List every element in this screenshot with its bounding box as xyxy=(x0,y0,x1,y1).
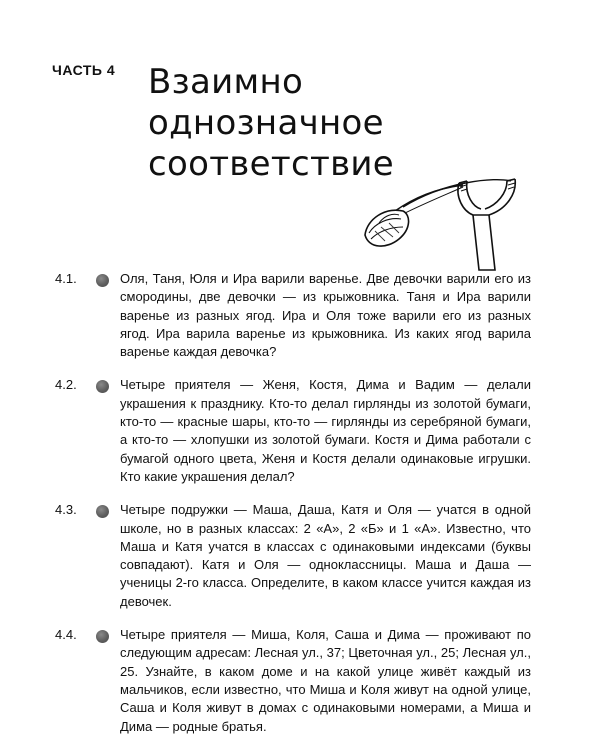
problem-number: 4.1. xyxy=(55,271,77,286)
slingshot-icon xyxy=(355,175,525,275)
problem-item xyxy=(0,376,600,486)
title-line: однозначное xyxy=(148,103,384,143)
problem-text: Четыре подружки — Маша, Даша, Катя и Оля — учатся в одной школе, но в разных классах: 2 «А», 2 «Б» и 1 «А». Известно, что Маша и Катя учатся в классах с одинаковыми индексами (буквы совпадают). Катя и Оля — одноклассницы. Маша и Даша — ученицы 2-го класса. Определите, в каком классе учится каждая из девочек. xyxy=(120,502,531,609)
problem-number: 4.3. xyxy=(55,502,77,518)
title-line: соответствие xyxy=(148,144,395,184)
part-label: ЧАСТЬ 4 xyxy=(52,62,116,78)
title-line: Взаимно xyxy=(148,62,304,102)
problems-list xyxy=(0,270,600,751)
problem-number: 4.2. xyxy=(55,377,77,393)
difficulty-dot-icon xyxy=(96,505,109,518)
problem-text: Четыре приятеля — Миша, Коля, Саша и Дима — проживают по следующим адресам: Лесная ул., 37; Цветочная ул., 25; Лесная ул., 25. Узнайте, в каком доме и на какой улице живёт каждый из мальчиков, если известно, что Миша и Коля живут на одной улице, Саша и Коля живут в домах с одинаковыми номерами, а Миша и Дима — родные братья. xyxy=(120,627,531,734)
problem-item xyxy=(0,626,600,736)
difficulty-dot-icon xyxy=(96,630,109,643)
problem-item xyxy=(0,501,600,611)
problem-text: Оля, Таня, Юля и Ира варили варенье. Две девочки варили его из смородины, две девочки — из крыжовника. Таня и Ира варили варенье из разных ягод. Ира и Оля тоже варили его из разных ягод. Ира варила варенье из крыжовника. Из каких ягод варила варенье каждая девочка? xyxy=(120,271,531,360)
problem-item xyxy=(0,270,600,361)
problem-text: Четыре приятеля — Женя, Костя, Дима и Вадим — делали украшения к празднику. Кто-то делал гирлянды из золотой бумаги, кто-то — красные шары, кто-то — гирлянды из серебряной бумаги, а кто-то — хлопушки из золотой бумаги. Костя и Дима работали с бумагой одного цвета, Женя и Костя делали одинаковые игрушки. Кто какие украшения делал? xyxy=(120,377,531,484)
difficulty-dot-icon xyxy=(96,380,109,393)
page-title xyxy=(148,62,394,185)
problem-number: 4.4. xyxy=(55,627,77,643)
difficulty-dot-icon xyxy=(96,274,109,287)
